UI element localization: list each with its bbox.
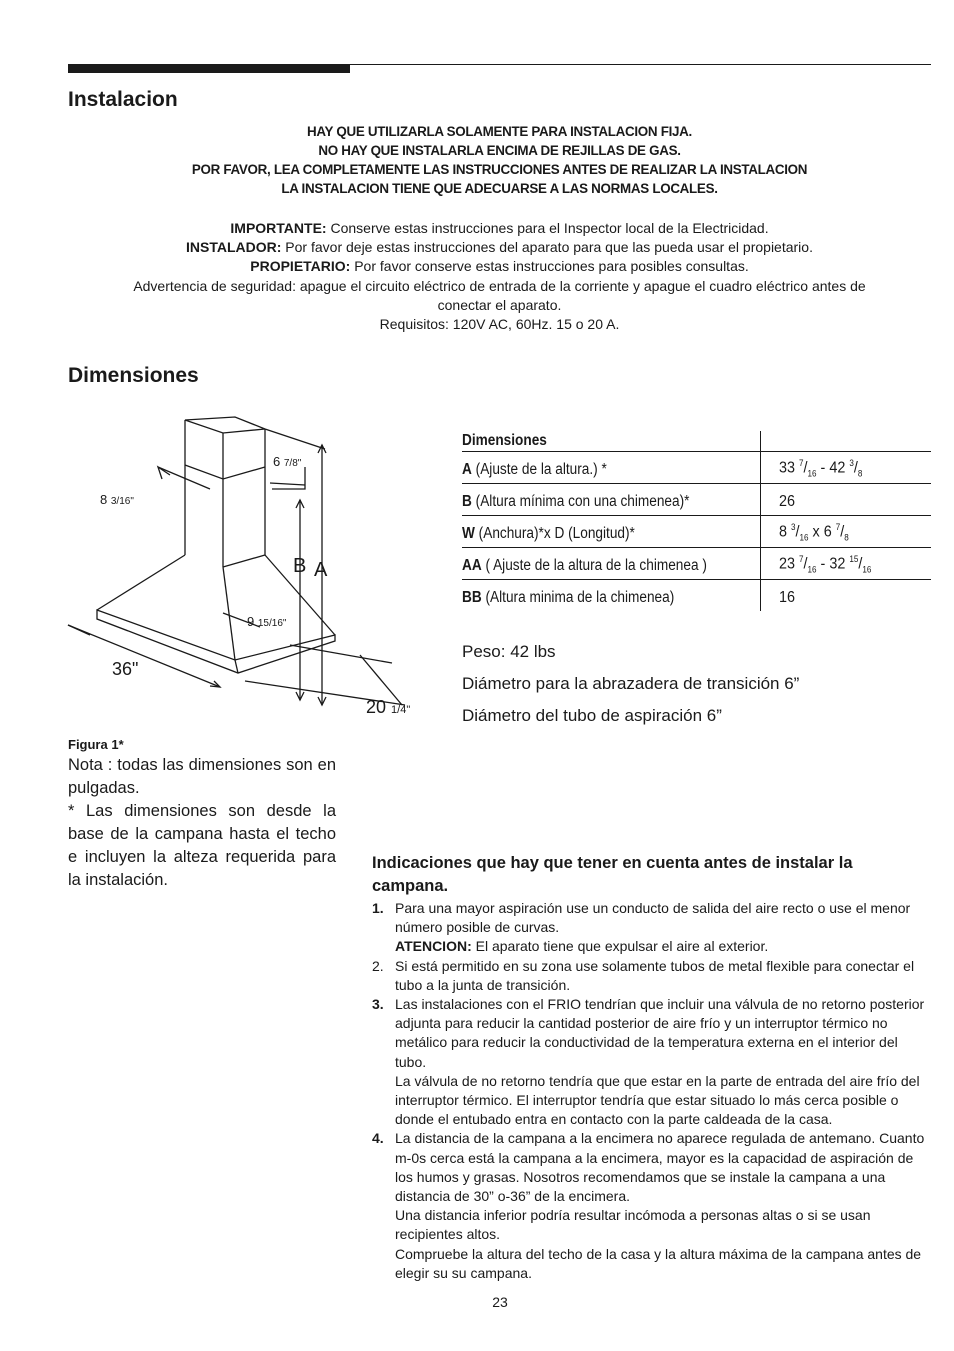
advertencia-line: Advertencia de seguridad: apague el circuito eléctrico de entrada de la corriente y apague el cuadro eléctrico antes de xyxy=(133,277,866,294)
propietario-line: PROPIETARIO: Por favor conserve estas instrucciones para posibles consultas. xyxy=(250,258,749,275)
dim-label-left: 8 3/16" xyxy=(100,492,134,507)
table-cell-value: 33 $^7/_{16} - 42$ $^3/_8$ xyxy=(760,452,931,483)
dim-label-depth: 20 1/4" xyxy=(366,697,411,717)
table-cell-value: 8 $^3/_{16}$ x 6 $^7/_8$ xyxy=(760,516,931,547)
header-rule-thick xyxy=(68,64,350,73)
table-row xyxy=(462,548,931,580)
dim-label-middle: 9 15/16" xyxy=(247,614,287,629)
table-cell-value: 23 $^7/_{16} - 32$ $^{15}/_{16}$ xyxy=(760,548,931,579)
dim-letter-b: B xyxy=(293,555,307,577)
dim-letter-a: A xyxy=(314,559,328,581)
warning-line: POR FAVOR, LEA COMPLETAMENTE LAS INSTRUCCIONES ANTES DE REALIZAR LA INSTALACION xyxy=(191,162,808,177)
dim-label-width: 36" xyxy=(112,659,139,679)
advertencia-line-2: conectar el aparato. xyxy=(437,296,562,313)
importante-line: IMPORTANTE: Conserve estas instrucciones para el Inspector local de la Electricidad. xyxy=(230,220,769,236)
instalador-line: INSTALADOR: Por favor deje estas instrucciones del aparato para que las pueda usar el propietario. xyxy=(186,239,813,256)
table-row xyxy=(462,516,931,548)
table-row xyxy=(462,484,931,516)
specs-block xyxy=(462,641,931,737)
indicaciones-list xyxy=(372,899,932,1283)
info-block xyxy=(68,219,931,334)
page-number: 23 xyxy=(492,1294,508,1310)
indicaciones-title: Indicaciones que hay que tener en cuenta antes de instalar la campana. xyxy=(372,854,853,895)
table-cell-value: 16 xyxy=(760,580,931,611)
list-item: 4. La distancia de la campana a la encimera no aparece regulada de antemano. Cuanto m-0s cerca está la campana a la encimera, mayor es la capacidad de aspiración de los humos y grasas. Nosotros recomendamos que se instale la campana a una distancia de 30” o-36” de la encimera. Una distancia inferior podría resultar incómoda a personas altas o si se usan recipientes altos. Compruebe la altura del techo de la casa y la altura máxima de la campana antes de elegir su su campana. xyxy=(372,1130,925,1281)
nota-block xyxy=(68,754,336,892)
section-title-dimensiones: Dimensiones xyxy=(68,364,199,387)
list-item: 2. Si está permitido en su zona use solamente tubos de metal flexible para conectar el tubo a la junta de transición. xyxy=(372,957,915,993)
table-row xyxy=(462,452,931,484)
spec-transition-diameter: Diámetro para la abrazadera de transición 6” xyxy=(462,674,800,693)
warning-line: NO HAY QUE INSTALARLA ENCIMA DE REJILLAS DE GAS. xyxy=(318,143,681,158)
range-hood-diagram xyxy=(60,405,435,740)
table-cell-label: AA ( Ajuste de la altura de la chimenea ) xyxy=(462,557,707,574)
list-item: 1. Para una mayor aspiración use un conducto de salida del aire recto o use el menor número posible de curvas. ATENCION: El aparato tiene que expulsar el aire al exterior. xyxy=(372,899,932,957)
requisitos-line: Requisitos: 120V AC, 60Hz. 15 o 20 A. xyxy=(379,316,620,333)
table-cell-value: 26 xyxy=(760,484,931,515)
header-rule-thin xyxy=(350,64,931,65)
table-cell-label: A (Ajuste de la altura.) * xyxy=(462,461,607,478)
table-header: Dimensiones xyxy=(462,432,547,449)
table-cell-label: B (Altura mínima con una chimenea)* xyxy=(462,493,690,510)
warning-block xyxy=(68,122,931,198)
warning-line: LA INSTALACION TIENE QUE ADECUARSE A LAS NORMAS LOCALES. xyxy=(281,181,718,196)
dim-label-top-right: 6 7/8" xyxy=(273,454,302,469)
section-title-instalacion: Instalacion xyxy=(68,88,178,111)
spec-duct-diameter: Diámetro del tubo de aspiración 6” xyxy=(462,706,722,725)
table-row xyxy=(462,580,931,611)
dimensions-table xyxy=(462,431,931,611)
chimney-top xyxy=(185,417,265,433)
list-item: 3. Las instalaciones con el FRIO tendrían que incluir una válvula de no retorno posterior adjunta para reducir la cantidad posterior de aire frío y un interruptor térmico no metálico para reducir la conductividad de la temperatura externa en el interior del tubo. La válvula de no retorno tendría que que estar en la parte de entrada del aire frío del interruptor térmico. El interruptor tendría que estar situado lo más cerca posible o donde el entubado entra en contacto con la parte caldeada de la casa. xyxy=(372,996,925,1128)
nota-line-2: * Las dimensiones son desde la base de la campana hasta el techo e incluyen la alteza requerida para la instalación. xyxy=(68,802,336,889)
table-header-value-cell xyxy=(760,431,931,451)
nota-line: Nota : todas las dimensiones son en pulgadas. xyxy=(68,756,336,797)
table-cell-label: BB (Altura minima de la chimenea) xyxy=(462,589,675,606)
atencion-line: ATENCION: El aparato tiene que expulsar el aire al exterior. xyxy=(395,938,769,955)
warning-line: HAY QUE UTILIZARLA SOLAMENTE PARA INSTALACION FIJA. xyxy=(307,124,692,139)
spec-weight: Peso: 42 lbs xyxy=(462,642,556,661)
figure-caption: Figura 1* xyxy=(68,737,124,752)
table-header-row xyxy=(462,431,931,452)
table-cell-label: W (Anchura)*x D (Longitud)* xyxy=(462,525,635,542)
